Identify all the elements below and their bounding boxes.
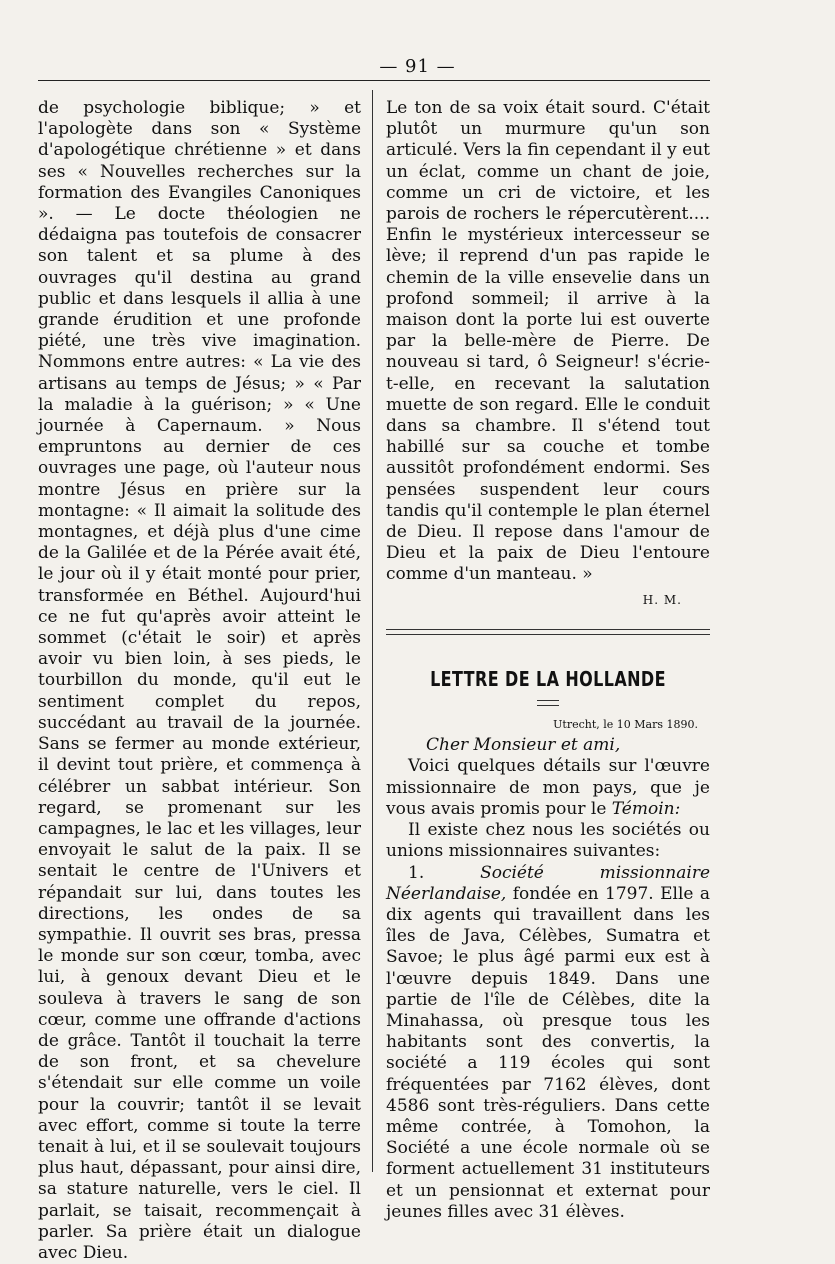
left-column <box>38 98 361 1264</box>
header-rule <box>38 80 710 81</box>
column-divider <box>372 90 373 1172</box>
list-item-number: 1. <box>408 862 425 883</box>
letter-salutation: Cher Monsieur et ami, <box>426 735 621 756</box>
list-item-1 <box>386 863 710 1223</box>
list-item-title: Société missionnaire Néerlandaise, <box>386 862 711 904</box>
letter-intro <box>386 756 710 820</box>
letter-intro-italic: Témoin: <box>611 798 681 819</box>
left-column-text: de psychologie biblique; » et l'apologète dans son « Système d'apologétique chrétienne » et dans ses « Nouvelles recherches sur la formation des Evangiles Canoniques ». — Le docte théologien ne dédaigna pas toutefois de consacrer son talent et sa plume à des ouvrages qu'il destina au grand public et dans lesquels il allia à une grande érudition et une profonde piété, une très vive imagination. Nommons entre autres: « La vie des artisans au temps de Jésus; » « Par la maladie à la guérison; » « Une journée à Capernaum. » Nous empruntons au dernier de ces ouvrages une page, où l'auteur nous montre Jésus en prière sur la montagne: « Il aimait la solitude des montagnes, et déjà plus d'une cime de la Galilée et de la Pérée avait été, le jour où il y était monté pour prier, transformée en Béthel. Aujourd'hui ce ne fut qu'après avoir atteint le sommet (c'était le soir) et après avoir vu bien loin, à ses pieds, le tourbillon du monde, qu'il eut le sentiment complet du repos, succédant au travail de la journée. Sans se fermer au monde extérieur, il devint tout prière, et commença à célébrer un sabbat intérieur. Son regard, se promenant sur les campagnes, le lac et les villages, leur envoyait le salut de la paix. Il se sentait le centre de l'Univers et répandait sur lui, dans toutes les directions, les ondes de sa sympathie. Il ouvrit ses bras, pressa le monde sur son cœur, tomba, avec lui, à genoux devant Dieu et le souleva à travers le sang de son cœur, comme une offrande d'actions de grâce. Tantôt il touchait la terre de son front, et sa chevelure s'étendait sur elle comme un voile pour la couvrir; tantôt il se levait avec effort, comme si toute la terre tenait à lui, et il se soulevait toujours plus haut, dépassant, pour ainsi dire, sa stature naturelle, vers le ciel. Il parlait, se taisait, recommençait à parler. Sa prière était un dialogue avec Dieu. <box>38 98 361 1263</box>
author-signature: H. M. <box>642 592 682 607</box>
title-ornament <box>537 700 559 706</box>
list-intro: Il existe chez nous les sociétés ou unions missionnaires suivantes: <box>386 820 710 862</box>
right-column-continuation: Le ton de sa voix était sourd. C'était plutôt un murmure qu'un son articulé. Vers la fin cependant il y eut un éclat, comme un chant de joie, comme un cri de victoire, et les parois de rochers le répercutèrent.... Enfin le mystérieux intercesseur se lève; il reprend d'un pas rapide le chemin de la ville ensevelie dans un profond sommeil; il arrive à la maison dont la porte lui est ouverte par la belle-mère de Pierre. De nouveau si tard, ô Seigneur! s'écrie-t-elle, en recevant la salutation muette de son regard. Elle le conduit dans sa chambre. Il s'étend tout habillé sur sa couche et tombe aussitôt profondément endormi. Ses pensées suspendent leur cours tandis qu'il contemple le plan éternel de Dieu. Il repose dans l'amour de Dieu et la paix de Dieu l'entoure comme d'un manteau. » <box>386 98 710 585</box>
right-column <box>386 98 710 1223</box>
letter-dateline: Utrecht, le 10 Mars 1890. <box>553 718 698 732</box>
list-item-text: fondée en 1797. Elle a dix agents qui travaillent dans les îles de Java, Célèbes, Sumatra et Savoe; le plus âgé parmi eux est à l'œuvre depuis 1849. Dans une partie de l'île de Célèbes, dite la Minahassa, où presque tous les habitants sont des convertis, la société a 119 écoles qui sont fréquentées par 7162 élèves, dont 4586 sont très-réguliers. Dans cette même contrée, à Tomohon, la Société a une école normale où se forment actuellement 31 instituteurs et un pensionnat et externat pour jeunes filles avec 31 élèves. <box>386 883 710 1222</box>
letter-intro-text: Voici quelques détails sur l'œuvre missionnaire de mon pays, que je vous avais promis pour le <box>386 756 710 819</box>
section-separator <box>386 629 710 635</box>
page-number: — 91 — <box>379 56 456 77</box>
section-title: LETTRE DE LA HOLLANDE <box>430 666 666 691</box>
